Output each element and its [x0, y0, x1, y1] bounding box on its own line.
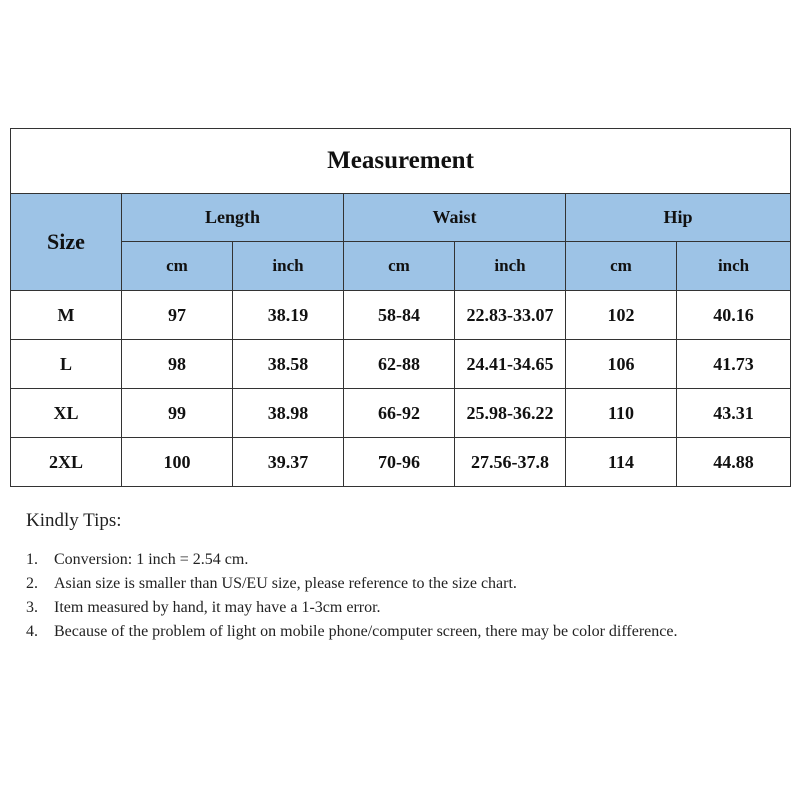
tips-list	[26, 548, 786, 644]
size-column-header: Size	[11, 194, 122, 291]
table-cell: 99	[122, 389, 233, 438]
table-cell: 38.58	[233, 340, 344, 389]
table-cell: 100	[122, 438, 233, 487]
size-cell: 2XL	[11, 438, 122, 487]
list-text: Asian size is smaller than US/EU size, please reference to the size chart.	[54, 575, 517, 592]
table-cell: 41.73	[677, 340, 791, 389]
kindly-tips	[26, 510, 786, 644]
table-row	[11, 389, 791, 438]
table-title: Measurement	[11, 129, 791, 194]
size-chart-table	[10, 128, 791, 487]
table-cell: 38.98	[233, 389, 344, 438]
table-cell: 43.31	[677, 389, 791, 438]
length-group-header: Length	[122, 194, 344, 242]
size-cell: XL	[11, 389, 122, 438]
list-number: 4.	[26, 623, 38, 640]
table-cell: 98	[122, 340, 233, 389]
table-cell: 62-88	[344, 340, 455, 389]
table-cell: 27.56-37.8	[455, 438, 566, 487]
table-cell: 39.37	[233, 438, 344, 487]
unit-header: inch	[233, 242, 344, 291]
table-row	[11, 438, 791, 487]
list-text: Because of the problem of light on mobile phone/computer screen, there may be color difference.	[54, 623, 678, 640]
tips-title: Kindly Tips:	[26, 510, 122, 531]
unit-header: inch	[677, 242, 791, 291]
list-number: 3.	[26, 599, 38, 616]
unit-header: cm	[122, 242, 233, 291]
list-item	[26, 596, 786, 620]
table-cell: 58-84	[344, 291, 455, 340]
table-cell: 102	[566, 291, 677, 340]
unit-header: inch	[455, 242, 566, 291]
list-item	[26, 620, 786, 644]
list-text: Conversion: 1 inch = 2.54 cm.	[54, 551, 249, 568]
list-number: 1.	[26, 551, 38, 568]
table-row	[11, 340, 791, 389]
table-cell: 97	[122, 291, 233, 340]
list-item	[26, 572, 786, 596]
table-cell: 106	[566, 340, 677, 389]
list-text: Item measured by hand, it may have a 1-3cm error.	[54, 599, 381, 616]
waist-group-header: Waist	[344, 194, 566, 242]
table-cell: 25.98-36.22	[455, 389, 566, 438]
table-cell: 22.83-33.07	[455, 291, 566, 340]
table-row	[11, 291, 791, 340]
table-cell: 70-96	[344, 438, 455, 487]
table-cell: 110	[566, 389, 677, 438]
unit-header: cm	[566, 242, 677, 291]
size-cell: M	[11, 291, 122, 340]
table-cell: 40.16	[677, 291, 791, 340]
table-cell: 44.88	[677, 438, 791, 487]
table-cell: 114	[566, 438, 677, 487]
table-cell: 38.19	[233, 291, 344, 340]
table-cell: 24.41-34.65	[455, 340, 566, 389]
list-number: 2.	[26, 575, 38, 592]
size-cell: L	[11, 340, 122, 389]
unit-header: cm	[344, 242, 455, 291]
hip-group-header: Hip	[566, 194, 791, 242]
list-item	[26, 548, 786, 572]
table-cell: 66-92	[344, 389, 455, 438]
